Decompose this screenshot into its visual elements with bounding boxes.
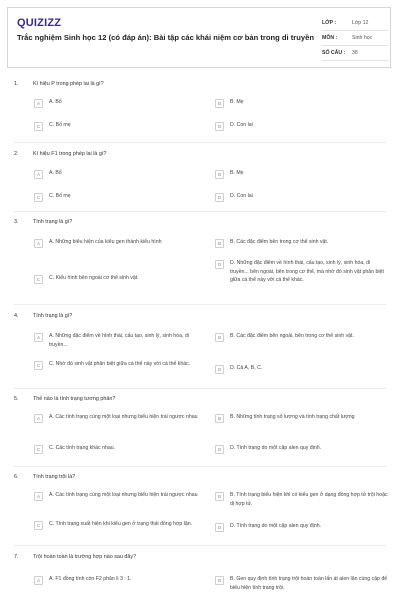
meta-value: Lớp 12 bbox=[352, 20, 369, 26]
meta-row-grade bbox=[322, 16, 388, 31]
option-letter-badge: A bbox=[34, 239, 43, 248]
option-letter-badge: D bbox=[215, 523, 224, 532]
question-text: Tính trạng trội là? bbox=[33, 474, 76, 480]
option-letter-badge: C bbox=[34, 445, 43, 454]
meta-label: MÔN : bbox=[322, 35, 338, 41]
option-text: A. Những đặc điểm về hình thái, cấu tạo, sinh lý, sinh hóa, di truyền... bbox=[49, 333, 189, 348]
option-letter-badge: B bbox=[215, 492, 224, 501]
option-letter-badge: A bbox=[34, 99, 43, 108]
option-letter-badge: C bbox=[34, 193, 43, 202]
option-b[interactable] bbox=[215, 491, 395, 508]
meta-row-question-count bbox=[322, 46, 388, 61]
question-number: 4. bbox=[14, 313, 19, 319]
option-letter-badge: C bbox=[34, 361, 43, 370]
option-a[interactable] bbox=[34, 332, 214, 349]
question-text: Kí hiệu F1 trong phép lai là gì? bbox=[33, 151, 107, 157]
question-number: 7. bbox=[14, 554, 19, 560]
option-letter-badge: B bbox=[215, 414, 224, 423]
option-text: C. Các tính trạng khác nhau. bbox=[49, 445, 116, 451]
option-text: A. F1 đồng tính còn F2 phân li 3 : 1. bbox=[49, 576, 132, 582]
option-text: D. Con lai bbox=[230, 193, 253, 199]
question-text: Kí hiệu P trong phép lai là gì? bbox=[33, 81, 104, 87]
option-a[interactable] bbox=[34, 238, 214, 248]
option-c[interactable] bbox=[34, 121, 214, 131]
quizizz-logo: QUIZIZZ bbox=[17, 17, 62, 29]
option-letter-badge: B bbox=[215, 239, 224, 248]
question-divider bbox=[14, 545, 386, 546]
option-text: D. Cả A, B, C. bbox=[230, 365, 263, 371]
meta-label: LỚP : bbox=[322, 20, 337, 26]
worksheet-title: Trắc nghiệm Sinh học 12 (có đáp án): Bài tập các khái niệm cơ bản trong di truyền bbox=[17, 33, 314, 42]
option-letter-badge: D bbox=[215, 445, 224, 454]
option-text: D. Những đặc điểm về hình thái, cấu tạo, sinh lý, sinh hóa, di truyền... bên ngoài, bên trong cơ thể, mà nhờ đó sinh vật phân biệt giữa cá thể này với cá thể khác. bbox=[230, 260, 384, 284]
question-number: 6. bbox=[14, 474, 19, 480]
option-letter-badge: B bbox=[215, 576, 224, 585]
option-text: D. Con lai bbox=[230, 122, 253, 128]
option-a[interactable] bbox=[34, 169, 214, 179]
option-letter-badge: A bbox=[34, 576, 43, 585]
meta-value: Sinh học bbox=[352, 35, 373, 41]
option-text: A. Bố bbox=[49, 170, 62, 176]
question-number: 2. bbox=[14, 151, 19, 157]
option-c[interactable] bbox=[34, 274, 214, 284]
option-b[interactable] bbox=[215, 238, 395, 248]
option-letter-badge: A bbox=[34, 492, 43, 501]
option-a[interactable] bbox=[34, 98, 214, 108]
option-d[interactable] bbox=[215, 522, 395, 532]
option-text: A. Những biểu hiện của kiểu gen thành kiểu hình bbox=[49, 239, 162, 245]
option-b[interactable] bbox=[215, 169, 395, 179]
option-c[interactable] bbox=[34, 444, 214, 454]
option-d[interactable] bbox=[215, 192, 395, 202]
question-divider bbox=[14, 466, 386, 467]
question-number: 5. bbox=[14, 396, 19, 402]
option-text: D. Tính trạng do một cặp alen quy định. bbox=[230, 523, 322, 529]
option-text: D. Tính trạng do một cặp alen quy định. bbox=[230, 445, 322, 451]
meta-label: SỐ CÂU : bbox=[322, 50, 346, 56]
option-text: C. Kiểu hình bên ngoài cơ thể sinh vật. bbox=[49, 275, 139, 281]
option-text: B. Gen quy định tính trạng trội hoàn toàn lấn át alen lặn cùng cặp để biểu hiện tính trạng trội. bbox=[230, 576, 388, 591]
meta-row-subject bbox=[322, 31, 388, 46]
option-a[interactable] bbox=[34, 575, 214, 585]
option-text: B. Những tính trạng số lượng và tính trạng chất lượng bbox=[230, 414, 355, 420]
meta-value: 38 bbox=[352, 50, 358, 56]
question-divider bbox=[14, 211, 386, 212]
option-text: A. Các tính trạng cùng một loại nhưng biểu hiện trái ngược nhau bbox=[49, 414, 198, 420]
option-letter-badge: C bbox=[34, 521, 43, 530]
option-text: B. Tính trạng biểu hiện khi có kiểu gen ở dạng đồng hợp tử trội hoặc dị hợp tử. bbox=[230, 492, 388, 507]
option-c[interactable] bbox=[34, 192, 214, 202]
option-letter-badge: A bbox=[34, 170, 43, 179]
option-d[interactable] bbox=[215, 364, 395, 374]
option-letter-badge: C bbox=[34, 122, 43, 131]
question-divider bbox=[14, 304, 386, 305]
option-letter-badge: B bbox=[215, 99, 224, 108]
option-letter-badge: C bbox=[34, 275, 43, 284]
option-b[interactable] bbox=[215, 98, 395, 108]
option-letter-badge: D bbox=[215, 193, 224, 202]
question-number: 3. bbox=[14, 219, 19, 225]
question-divider bbox=[14, 142, 386, 143]
question-number: 1. bbox=[14, 81, 19, 87]
option-b[interactable] bbox=[215, 332, 395, 342]
option-letter-badge: D bbox=[215, 122, 224, 131]
option-c[interactable] bbox=[34, 520, 214, 530]
question-text: Tính trạng là gì? bbox=[33, 219, 73, 225]
option-d[interactable] bbox=[215, 259, 395, 285]
option-letter-badge: D bbox=[215, 365, 224, 374]
question-text: Trội hoàn toàn là trường hợp nào sau đây? bbox=[33, 554, 137, 560]
option-text: C. Bố mẹ bbox=[49, 122, 71, 128]
option-text: B. Các đặc điểm bên trong cơ thể sinh vật. bbox=[230, 239, 329, 245]
option-a[interactable] bbox=[34, 491, 214, 501]
question-text: Tính trạng là gì? bbox=[33, 313, 73, 319]
option-a[interactable] bbox=[34, 413, 214, 423]
option-letter-badge: A bbox=[34, 333, 43, 342]
option-text: A. Bố bbox=[49, 99, 62, 105]
option-c[interactable] bbox=[34, 360, 214, 370]
option-text: A. Các tính trạng cùng một loại nhưng biểu hiện trái ngược nhau bbox=[49, 492, 198, 498]
option-letter-badge: A bbox=[34, 414, 43, 423]
option-text: B. Mẹ bbox=[230, 99, 244, 105]
option-d[interactable] bbox=[215, 444, 395, 454]
option-d[interactable] bbox=[215, 121, 395, 131]
option-text: B. Mẹ bbox=[230, 170, 244, 176]
option-letter-badge: B bbox=[215, 333, 224, 342]
option-text: B. Các đặc điểm bên ngoài, bên trong cơ thể sinh vật. bbox=[230, 333, 354, 339]
option-b[interactable] bbox=[215, 413, 395, 423]
option-text: C. Tính trạng xuất hiện khi kiểu gen ở trạng thái đồng hợp lặn. bbox=[49, 521, 193, 527]
meta-table bbox=[322, 16, 388, 61]
option-text: C. Nhờ đó sinh vật phân biệt giữa cá thể này với cá thể khác. bbox=[49, 361, 191, 367]
question-divider bbox=[14, 388, 386, 389]
option-letter-badge: D bbox=[215, 260, 224, 269]
worksheet-header bbox=[7, 7, 391, 68]
option-b[interactable] bbox=[215, 575, 395, 592]
option-text: C. Bố mẹ bbox=[49, 193, 71, 199]
option-letter-badge: B bbox=[215, 170, 224, 179]
question-text: Thế nào là tính trạng tương phản? bbox=[33, 396, 116, 402]
